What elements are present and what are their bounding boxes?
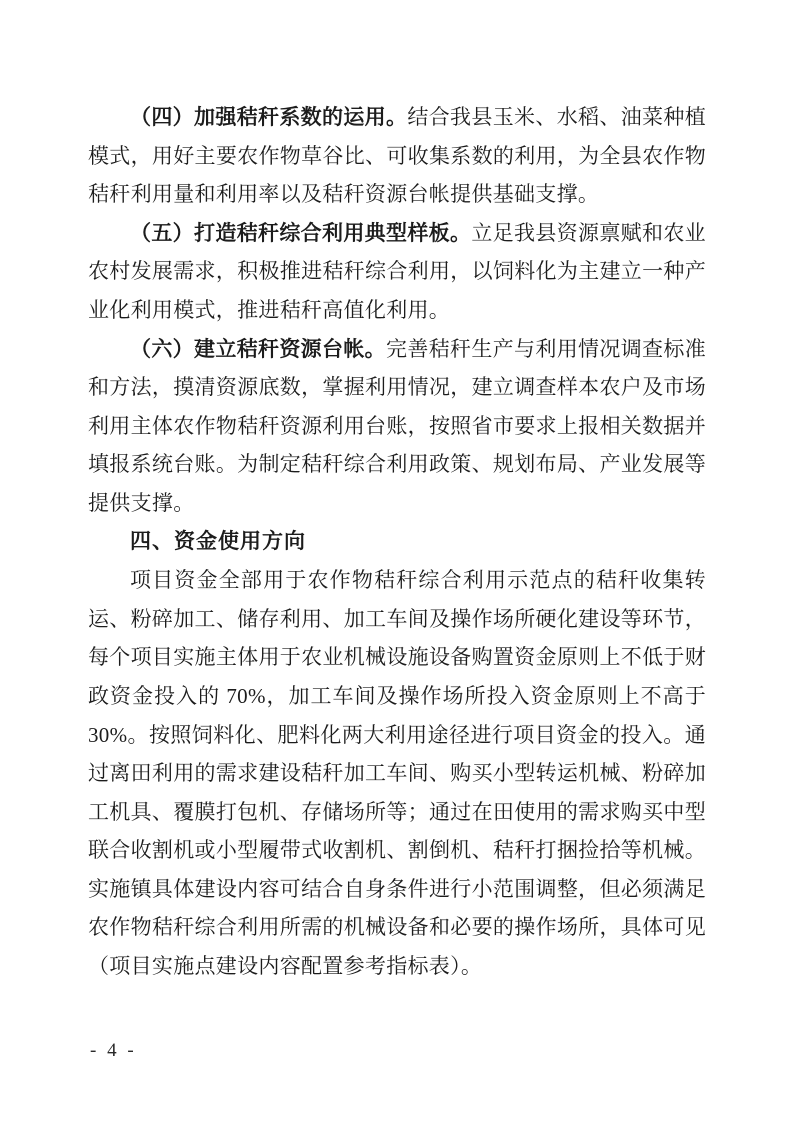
body-paragraph-funding: 项目资金全部用于农作物秸秆综合利用示范点的秸秆收集转运、粉碎加工、储存利用、加工车间及操作场所硬化建设等环节，每个项目实施主体用于农业机械设施设备购置资金原则上不低于财政资金投入的 70%，加工车间及操作场所投入资金原则上不高于30%。按照饲料化、肥料化两大利用途径进行项目资金的投入。通过离田利用的需求建设秸秆加工车间、购买小型转运机械、粉碎加工机具、覆膜打包机、存储场所等；通过在田使用的需求购买中型联合收割机或小型履带式收割机、割倒机、秸秆打捆捡拾等机械。实施镇具体建设内容可结合自身条件进行小范围调整，但必须满足农作物秸秆综合利用所需的机械设备和必要的操作场所，具体可见（项目实施点建设内容配置参考指标表）。 [88, 568, 706, 979]
paragraph-text: 结合我县玉米、水稻、油菜种植模式，用好主要农作物草谷比、可收集系数的利用，为全县农作物秸秆利用量和利用率以及秸秆资源台帐提供基础支撑。 [88, 105, 707, 207]
paragraph-lead: （五）打造秸秆综合利用典型样板。 [130, 220, 472, 245]
document-body [88, 98, 706, 986]
paragraph-item-6 [88, 330, 706, 523]
paragraph-text: 完善秸秆生产与利用情况调查标准和方法，摸清资源底数，掌握利用情况，建立调查样本农户及市场利用主体农作物秸秆资源利用台账，按照省市要求上报相关数据并填报系统台账。为制定秸秆综合利用政策、规划布局、产业发展等提供支撑。 [88, 336, 706, 515]
paragraph-item-4 [88, 98, 706, 214]
paragraph-text: 立足我县资源禀赋和农业农村发展需求，积极推进秸秆综合利用，以饲料化为主建立一种产业化利用模式，推进秸秆高值化利用。 [88, 220, 706, 322]
page-number: - 4 - [90, 1040, 137, 1061]
paragraph-lead: （四）加强秸秆系数的运用。 [130, 105, 408, 129]
paragraph-lead: （六）建立秸秆资源台帐。 [130, 336, 387, 361]
paragraph-item-5 [88, 214, 706, 330]
section-heading: 四、资金使用方向 [130, 529, 306, 553]
